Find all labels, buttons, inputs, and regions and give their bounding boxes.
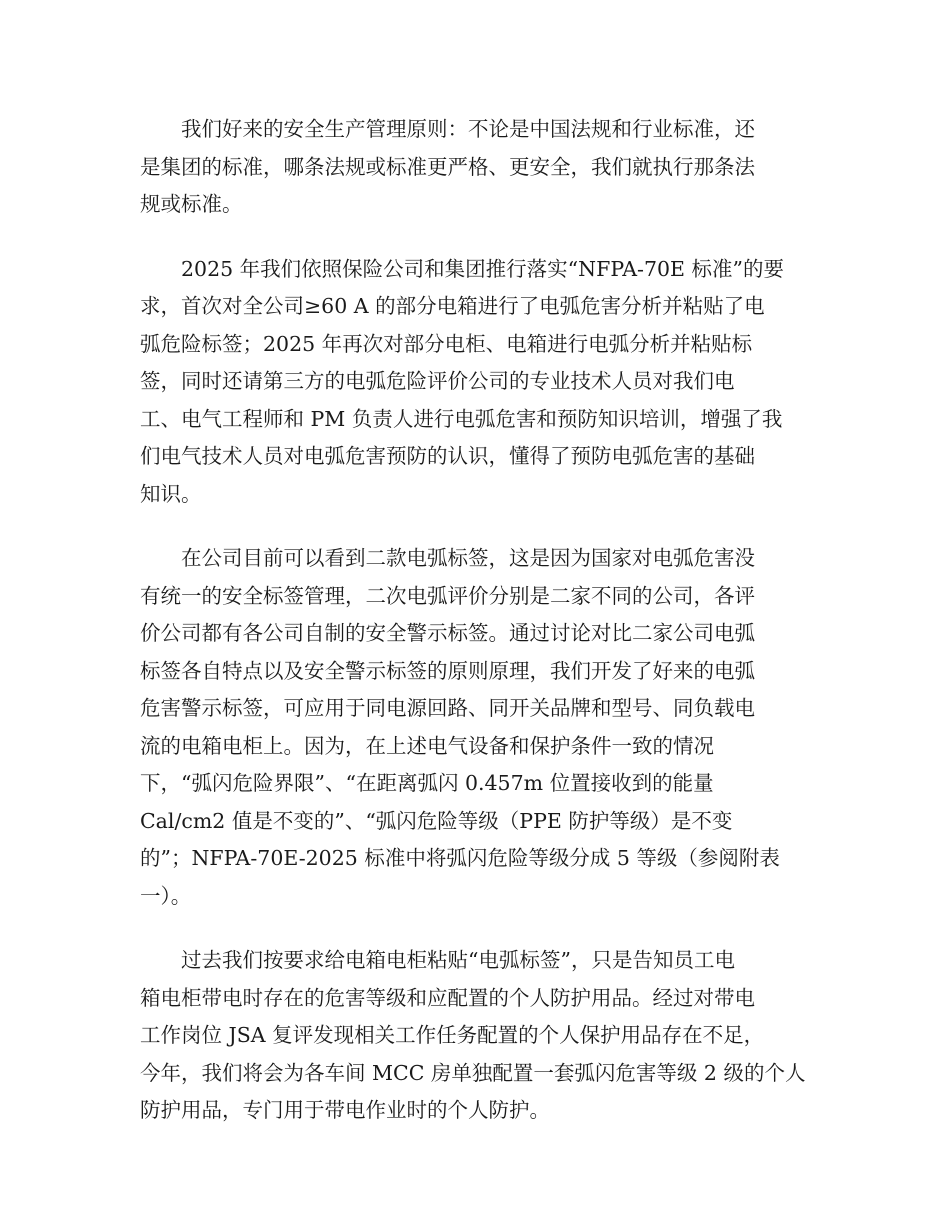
paragraph-ppe-plan bbox=[140, 942, 812, 1130]
text-line: 危害警示标签，可应用于同电源回路、同开关品牌和型号、同负载电 bbox=[140, 696, 755, 720]
paragraph-arc-labels bbox=[140, 540, 812, 915]
text-line: 标签各自特点以及安全警示标签的原则原理，我们开发了好来的电弧 bbox=[140, 658, 755, 683]
text-line: 弧危险标签；2025 年再次对部分电柜、电箱进行电弧分析并粘贴标 bbox=[140, 331, 753, 356]
text-line: 箱电柜带电时存在的危害等级和应配置的个人防护用品。经过对带电 bbox=[140, 985, 755, 1010]
text-line: 的”；NFPA-70E-2025 标准中将弧闪危险等级分成 5 等级（参阅附表 bbox=[140, 846, 780, 870]
text-line: 们电气技术人员对电弧危害预防的认识，懂得了预防电弧危害的基础 bbox=[140, 444, 755, 468]
text-line: 签，同时还请第三方的电弧危险评价公司的专业技术人员对我们电 bbox=[140, 369, 735, 393]
text-line: 一）。 bbox=[140, 883, 192, 908]
text-line: 价公司都有各公司自制的安全警示标签。通过讨论对比二家公司电弧 bbox=[140, 621, 755, 645]
text-line: 过去我们按要求给电箱电柜粘贴“电弧标签”，只是告知员工电 bbox=[181, 948, 735, 972]
text-line: 2025 年我们依照保险公司和集团推行落实“NFPA-70E 标准”的要 bbox=[181, 256, 785, 281]
text-line: Cal/cm2 值是不变的”、“弧闪危险等级（PPE 防护等级）是不变 bbox=[140, 808, 733, 833]
text-line: 工、电气工程师和 PM 负责人进行电弧危害和预防知识培训，增强了我 bbox=[140, 406, 783, 431]
text-line: 是集团的标准，哪条法规或标准更严格、更安全，我们就执行那条法 bbox=[140, 154, 755, 179]
text-line: 防护用品，专门用于带电作业时的个人防护。 bbox=[140, 1098, 550, 1122]
text-line: 知识。 bbox=[140, 481, 202, 506]
text-line: 工作岗位 JSA 复评发现相关工作任务配置的个人保护用品存在不足， bbox=[140, 1023, 765, 1047]
text-line: 在公司目前可以看到二款电弧标签，这是因为国家对电弧危害没 bbox=[181, 546, 755, 570]
paragraph-nfpa-implementation bbox=[140, 251, 812, 514]
document-page bbox=[140, 111, 812, 1130]
text-line: 求，首次对全公司≥60 A 的部分电箱进行了电弧危害分析并粘贴了电 bbox=[140, 294, 765, 318]
text-line: 下，“弧闪危险界限”、“在距离弧闪 0.457m 位置接收到的能量 bbox=[140, 771, 714, 795]
text-line: 我们好来的安全生产管理原则：不论是中国法规和行业标准，还 bbox=[181, 117, 755, 141]
text-line: 有统一的安全标签管理，二次电弧评价分别是二家不同的公司，各评 bbox=[140, 583, 755, 608]
text-line: 流的电箱电柜上。因为，在上述电气设备和保护条件一致的情况 bbox=[140, 733, 714, 758]
text-line: 规或标准。 bbox=[140, 192, 243, 216]
text-line: 今年，我们将会为各车间 MCC 房单独配置一套弧闪危害等级 2 级的个人 bbox=[140, 1060, 806, 1085]
paragraph-safety-principle bbox=[140, 111, 812, 224]
